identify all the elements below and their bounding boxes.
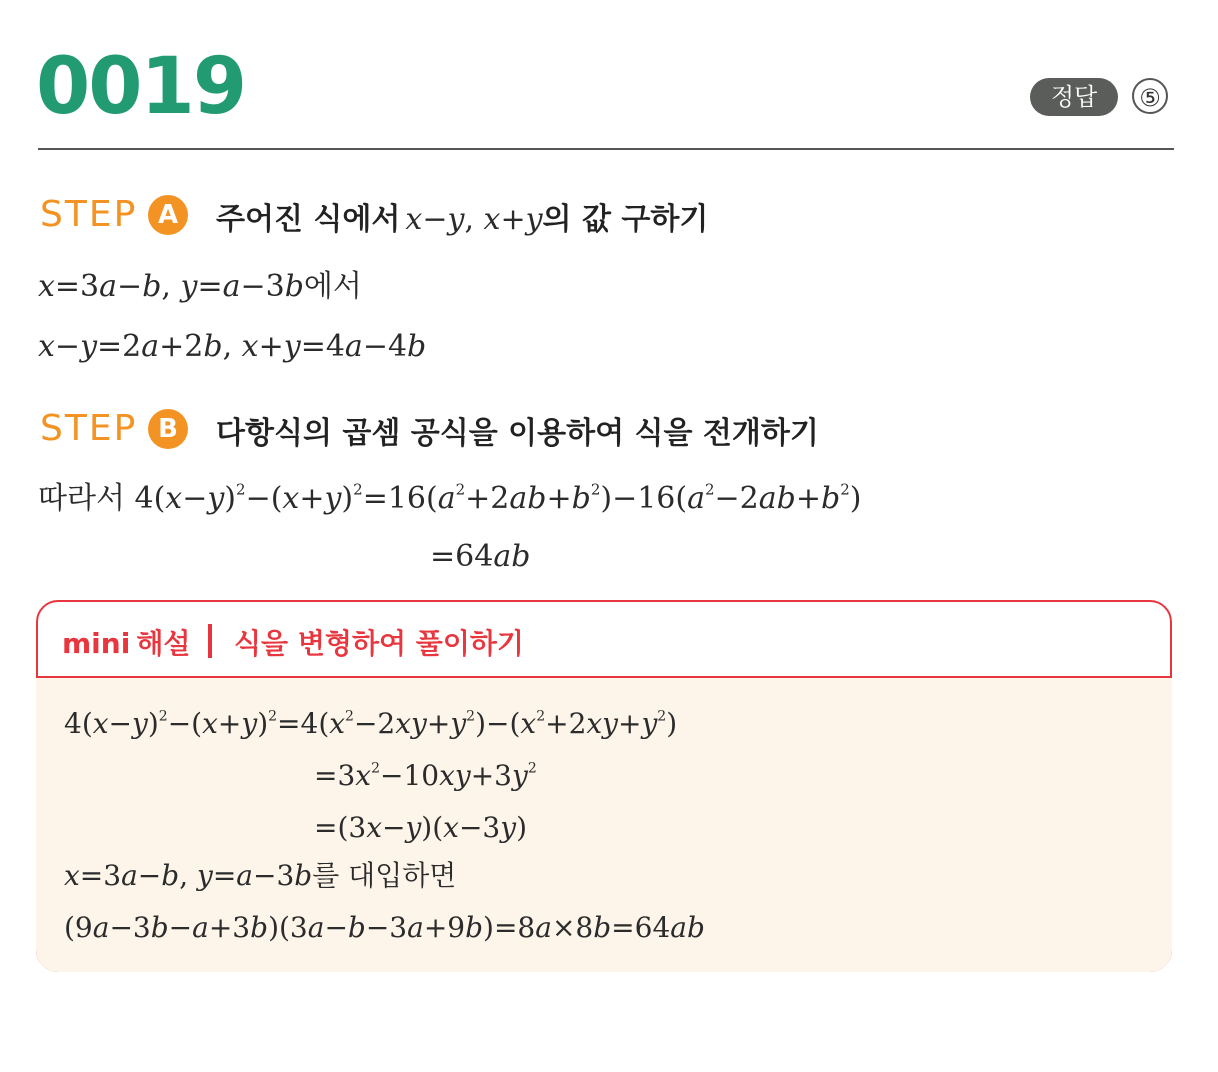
step-b-badge: B	[148, 409, 188, 449]
mini-line-3: =(3x−y)(x−3y)	[314, 811, 527, 844]
header-divider	[38, 148, 1174, 150]
step-b-line-1: 따라서 $4(x-y)^2-(x+y)^2=16(a^2+2ab+b^2)-16(a^2-2ab+b^2)$	[38, 480, 862, 516]
mini-tag-en: mini	[62, 627, 131, 660]
answer-label-badge: 정답	[1030, 78, 1118, 116]
step-a-line-1: x=3a−b, y=a−3b에서	[38, 269, 362, 304]
step-a-title	[216, 194, 708, 238]
step-b-label: STEP	[40, 408, 138, 449]
mini-separator	[208, 624, 212, 658]
mini-tag	[62, 622, 190, 662]
mini-tag-ko: 해설	[136, 627, 191, 660]
mini-line-1: $4(x-y)^2-(x+y)^2=4(x^2-2xy+y^2)-(x^2+2xy+y^2)$	[64, 707, 678, 740]
mini-substitute-suffix: 를 대입하면	[312, 859, 457, 892]
step-a-line-2: x−y=2a+2b, x+y=4a−4b	[38, 329, 427, 364]
mini-line-2: $=3x^2-10xy+3y^2$	[314, 759, 537, 792]
step-b-title: 다항식의 곱셈 공식을 이용하여 식을 전개하기	[216, 416, 819, 451]
mini-line-5: (9a−3b−a+3b)(3a−b−3a+9b)=8a×8b=64ab	[64, 911, 705, 944]
step-a-title-math: x−y, x+y	[405, 202, 543, 237]
step-b-line-2: =64ab	[430, 539, 531, 574]
mini-title: 식을 변형하여 풀이하기	[234, 627, 524, 660]
step-a-label: STEP	[40, 194, 138, 235]
step-a-title-prefix: 주어진 식에서	[216, 202, 401, 237]
step-a-badge: A	[148, 195, 188, 235]
step-a-title-suffix: 의 값 구하기	[542, 202, 709, 237]
mini-line-4: x=3a−b, y=a−3b를 대입하면	[64, 859, 457, 892]
problem-number: 0019	[36, 42, 246, 132]
answer-value: ⑤	[1132, 78, 1168, 114]
step-b-lead: 따라서	[38, 481, 125, 516]
